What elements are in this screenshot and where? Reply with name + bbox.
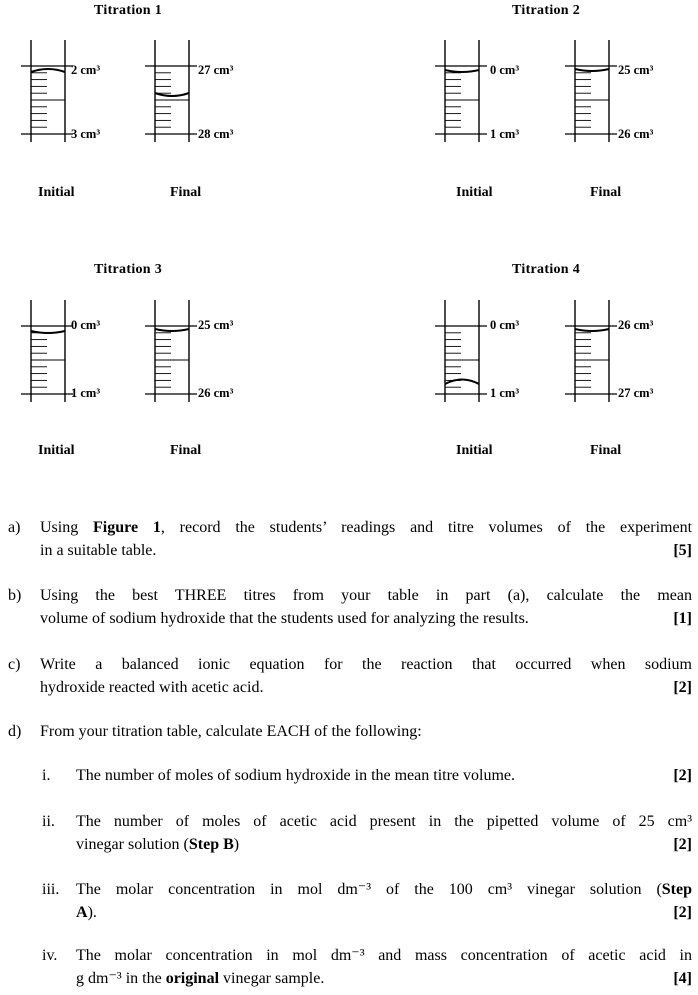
question-d-iv: The molar concentration in mol dm⁻³ and mass concentration of acetic acid in g dm⁻³ in the original vinegar sample. [4] bbox=[76, 944, 692, 990]
meniscus bbox=[155, 329, 189, 331]
question-d-i: The number of moles of sodium hydroxide in the mean titre volume. [2] bbox=[76, 764, 692, 787]
label-final-t2: Final bbox=[590, 185, 622, 200]
reading-t3-initial-bottom: 1 cm³ bbox=[71, 386, 101, 400]
reading-t2-initial-top: 0 cm³ bbox=[490, 63, 520, 77]
reading-t4-initial-bottom: 1 cm³ bbox=[490, 386, 520, 400]
label-final-t4: Final bbox=[590, 443, 622, 458]
titration-2-title: Titration 2 bbox=[512, 3, 580, 18]
question-c-letter: c) bbox=[8, 656, 21, 673]
reading-t2-final-bottom: 26 cm³ bbox=[618, 127, 654, 141]
marks-d-i: [2] bbox=[673, 767, 692, 784]
meniscus bbox=[31, 331, 65, 333]
reading-t4-final-bottom: 27 cm³ bbox=[618, 386, 654, 400]
question-a-letter: a) bbox=[8, 519, 21, 536]
burette-t1-final bbox=[145, 36, 197, 146]
reading-t1-final-top: 27 cm³ bbox=[198, 63, 234, 77]
question-d-i-num: i. bbox=[42, 767, 51, 784]
question-d-iii-num: iii. bbox=[42, 881, 60, 898]
marks-a: [5] bbox=[673, 542, 692, 559]
reading-t4-initial-top: 0 cm³ bbox=[490, 318, 520, 332]
question-d-letter: d) bbox=[8, 723, 22, 740]
figure-ref: Figure 1 bbox=[93, 519, 161, 536]
burette-t4-initial bbox=[435, 296, 487, 406]
marks-c: [2] bbox=[673, 679, 692, 696]
burette-t1-initial bbox=[21, 36, 73, 146]
reading-t1-initial-top: 2 cm³ bbox=[71, 63, 101, 77]
label-final-t1: Final bbox=[170, 185, 202, 200]
reading-t3-final-top: 25 cm³ bbox=[198, 318, 234, 332]
question-d-ii-num: ii. bbox=[42, 813, 55, 830]
meniscus bbox=[575, 69, 609, 71]
marks-d-ii: [2] bbox=[673, 836, 692, 853]
reading-t1-initial-bottom: 3 cm³ bbox=[71, 127, 101, 141]
titration-1-title: Titration 1 bbox=[94, 3, 162, 18]
question-b-letter: b) bbox=[8, 587, 22, 604]
label-initial-t4: Initial bbox=[456, 443, 493, 458]
label-initial-t2: Initial bbox=[456, 185, 493, 200]
reading-t3-initial-top: 0 cm³ bbox=[71, 318, 101, 332]
meniscus bbox=[575, 329, 609, 331]
burette-t2-final bbox=[565, 36, 617, 146]
label-initial-t3: Initial bbox=[38, 443, 75, 458]
question-d-iii: The molar concentration in mol dm⁻³ of the 100 cm³ vinegar solution (Step A). [2] bbox=[76, 878, 692, 924]
burette-t2-initial bbox=[435, 36, 487, 146]
reading-t2-initial-bottom: 1 cm³ bbox=[490, 127, 520, 141]
question-c: Write a balanced ionic equation for the reaction that occurred when sodium hydroxide reacted with acetic acid. [2] bbox=[40, 653, 692, 699]
question-d-iv-num: iv. bbox=[42, 947, 58, 964]
burette-t4-final bbox=[565, 296, 617, 406]
reading-t3-final-bottom: 26 cm³ bbox=[198, 386, 234, 400]
question-b: Using the best THREE titres from your table in part (a), calculate the mean volume of sodium hydroxide that the students used for analyzing the results. [1] bbox=[40, 584, 692, 630]
question-d-ii: The number of moles of acetic acid present in the pipetted volume of 25 cm³ vinegar solution (Step B) [2] bbox=[76, 810, 692, 856]
reading-t2-final-top: 25 cm³ bbox=[618, 63, 654, 77]
label-initial-t1: Initial bbox=[38, 185, 75, 200]
burette-t3-initial bbox=[21, 296, 73, 406]
titration-4-title: Titration 4 bbox=[512, 262, 580, 277]
label-final-t3: Final bbox=[170, 443, 202, 458]
burette-t3-final bbox=[145, 296, 197, 406]
marks-d-iv: [4] bbox=[673, 970, 692, 987]
meniscus bbox=[445, 70, 479, 72]
marks-b: [1] bbox=[673, 610, 692, 627]
reading-t1-final-bottom: 28 cm³ bbox=[198, 127, 234, 141]
marks-d-iii: [2] bbox=[673, 904, 692, 921]
meniscus bbox=[31, 69, 65, 72]
question-d: From your titration table, calculate EACH of the following: bbox=[40, 723, 422, 740]
reading-t4-final-top: 26 cm³ bbox=[618, 318, 654, 332]
titration-3-title: Titration 3 bbox=[94, 262, 162, 277]
question-a: Using Figure 1, record the students’ readings and titre volumes of the experiment in a suitable table. [5] bbox=[40, 516, 692, 562]
